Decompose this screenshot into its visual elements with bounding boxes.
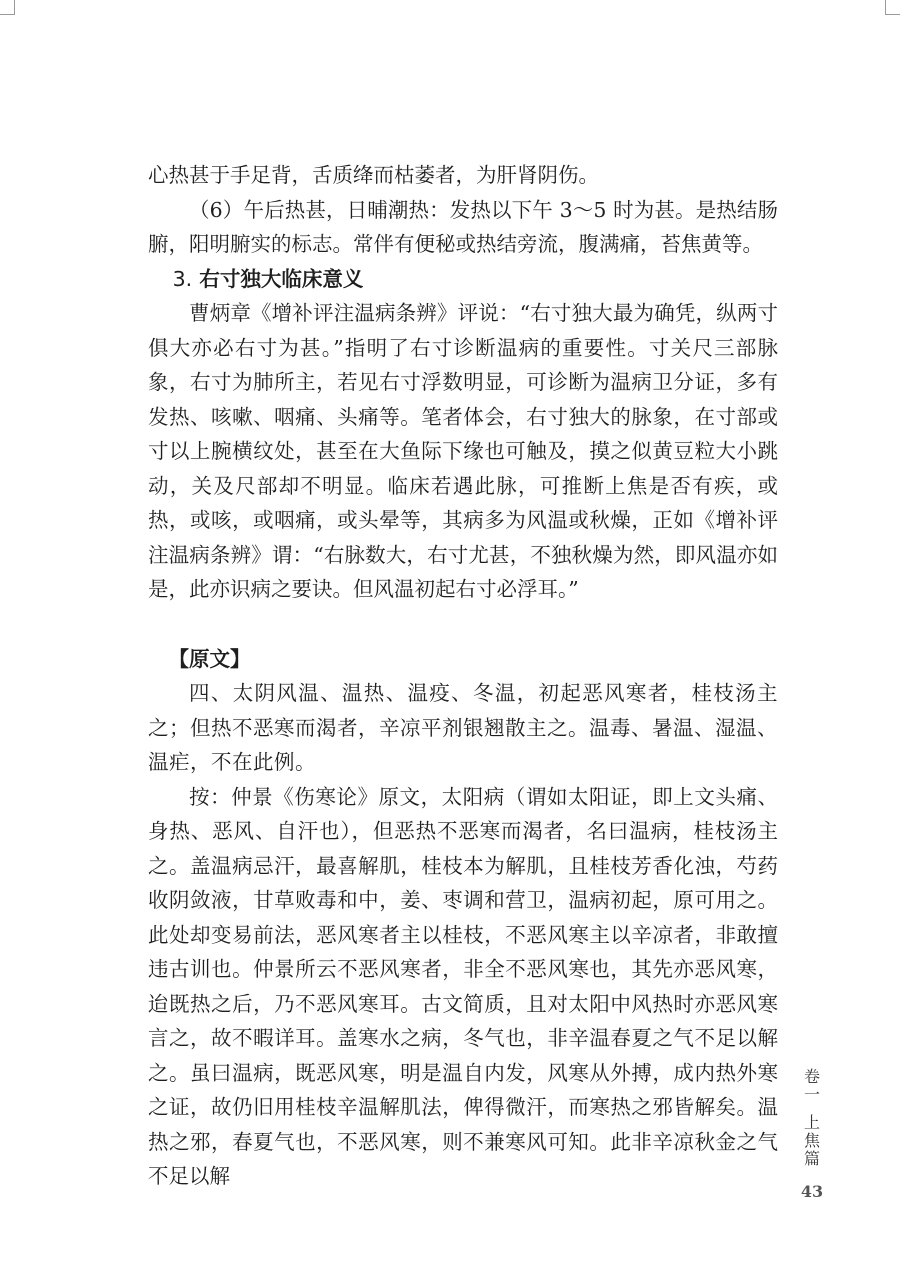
paragraph-commentary: 按：仲景《伤寒论》原文，太阳病（谓如太阳证，即上文头痛、身热、恶风、自汗也），但恶热不恶寒而渴者，名曰温病，桂枝汤主之。盖温病忌汗，最喜解肌，桂枝本为解肌，且桂枝芳香化浊，芍药收阴敛液，甘草败毒和中，姜、枣调和营卫，温病初起，原可用之。此处却变易前法，恶风寒者主以桂枝，不恶风寒主以辛凉者，非敢擅违古训也。仲景所云不恶风寒者，非全不恶风寒也，其先亦恶风寒，迨既热之后，乃不恶风寒耳。古文简质，且对太阳中风热时亦恶风寒言之，故不暇详耳。盖寒水之病，冬气也，非辛温春夏之气不足以解之。虽曰温病，既恶风寒，明是温自内发，风寒从外搏，成内热外寒之证，故仍旧用桂枝辛温解肌法，俾得微汗，而寒热之邪皆解矣。温热之邪，春夏气也，不恶风寒，则不兼寒风可知。此非辛凉秋金之气不足以解 bbox=[148, 784, 778, 1188]
subheading-right-cun bbox=[148, 262, 778, 297]
crop-mark-top-left bbox=[0, 0, 15, 15]
crop-mark-top-right bbox=[885, 0, 900, 15]
paragraph-continuation: 心热甚于手足背，舌质绛而枯萎者，为肝肾阴伤。 bbox=[148, 163, 599, 187]
chapter-sidebar bbox=[800, 1068, 824, 1168]
sidebar-volume: 卷 一 bbox=[803, 1067, 820, 1104]
subheading-text: 右寸独大临床意义 bbox=[199, 266, 364, 291]
paragraph-original-text: 四、太阴风温、温热、温疫、冬温，初起恶风寒者，桂枝汤主之；但热不恶寒而渴者，辛凉平剂银翘散主之。温毒、暑温、湿温、温疟，不在此例。 bbox=[148, 681, 778, 774]
page-number: 43 bbox=[800, 1182, 824, 1201]
paragraph-afternoon-fever: （6）午后热甚，日晡潮热：发热以下午 3～5 时为甚。是热结肠腑，阳明腑实的标志。常伴有便秘或热结旁流，腹满痛，苔焦黄等。 bbox=[148, 197, 778, 256]
subheading-number: 3. bbox=[172, 266, 193, 291]
paragraph-cao-bingzhang: 曹炳章《增补评注温病条辨》评说：“右寸独大最为确凭，纵两寸俱大亦必右寸为甚。”指明了右寸诊断温病的重要性。寸关尺三部脉象，右寸为肺所主，若见右寸浮数明显，可诊断为温病卫分证，多有发热、咳嗽、咽痛、头痛等。笔者体会，右寸独大的脉象，在寸部或寸以上腕横纹处，甚至在大鱼际下缘也可触及，摸之似黄豆粒大小跳动，关及尺部却不明显。临床若遇此脉，可推断上焦是否有疾，或热，或咳，或咽痛，或头晕等，其病多为风温或秋燥，正如《增补评注温病条辨》谓：“右脉数大，右寸尤甚，不独秋燥为然，即风温亦如是，此亦识病之要诀。但风温初起右寸必浮耳。” bbox=[148, 301, 778, 601]
section-heading-original: 【原文】 bbox=[168, 646, 251, 671]
sidebar-chapter: 上 焦 篇 bbox=[803, 1113, 820, 1168]
page-body bbox=[148, 158, 778, 1194]
section-spacer bbox=[148, 607, 778, 642]
